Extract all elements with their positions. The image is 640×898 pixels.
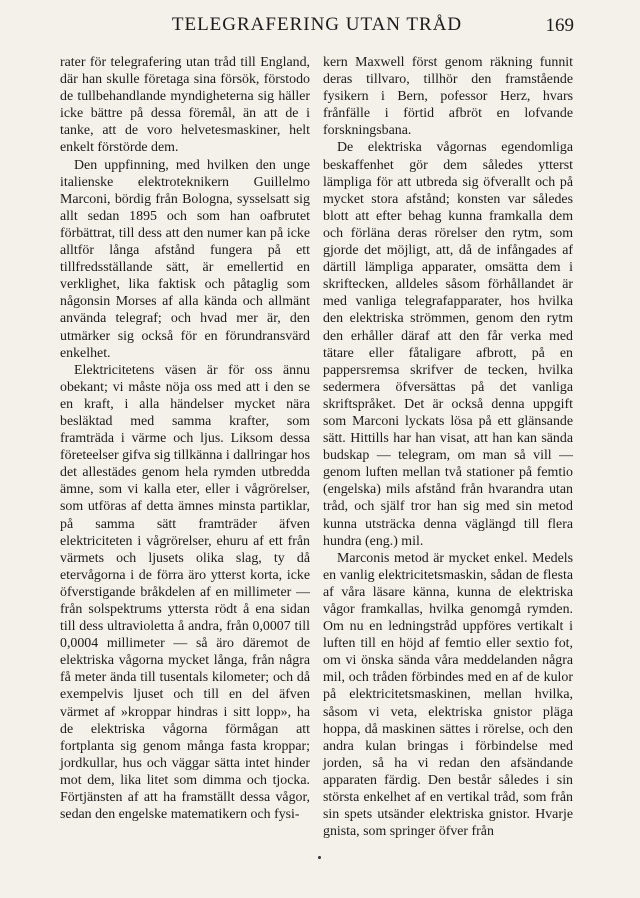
- paragraph: Elektricitetens väsen är för oss ännu obekant; vi måste nöja oss med att i den se en kraft, i alla händelser mycket nära besläktad med samma krafter, som framträda i värme och ljus. Liksom dessa företeelser gifva sig tillkänna i dallringar hos det allestädes genom hela rymden utbredda ämne, som vi kalla eter, eller i vågrörelser, som utföras af detta ämnes minsta partiklar, på samma sätt framträder äfven elektriciteten i vågrörelser, ehuru af ett från värmets och ljusets olika slag, ty då etervågorna i de förra äro ytterst korta, icke öfverstigande bråkdelen af en millimeter — från solspektrums yttersta rödt å ena sidan till dess ultravioletta å andra, från 0,0007 till 0,0004 millimeter — så äro däremot de elektriska vågorna mycket långa, från några få meter ända till tusentals kilometer; och då exempelvis ljuset och till en del äfven värmet af »kroppar hindras i sitt lopp», ha de elektriska vågorna förmågan att fortplanta sig genom många fasta kroppar; jordkullar, hus och väggar sätta intet hinder mot dem, lika litet som dimma och tjocka. Förtjänsten af att ha framställt dessa vågor, sedan den engelske matematikern och fysi-: [60, 362, 310, 823]
- left-column: [60, 54, 310, 823]
- page-title: TELEGRAFERING UTAN TRÅD: [171, 14, 463, 35]
- paragraph: De elektriska vågornas egendomliga beskaffenhet gör dem således ytterst lämpliga för att utbreda sig öfverallt och på mycket stora afstånd; konsten var således blott att efter behag kunna framkalla dem och förläna deras rörelser den rytm, som gjorde det möjligt, att, då de infångades af därtill lämpliga apparater, omsätta dem i skriftecken, alldeles såsom förhållandet är med vanliga telegrafapparater, hos hvilka den elektriska strömmen, genom den rytm den erhåller däraf att den får verka med tätare eller fåtaligare afbrott, på en pappersremsa skrifver de tecken, hvilka sedermera öfversättas på det vanliga skriftspråket. Det är också denna uppgift som Marconi lyckats lösa på ett glänsande sätt. Hittills har han visat, att han kan sända budskap — telegram, om man så vill — genom luften mellan två stationer på femtio (engelska) mils afstånd från hvarandra utan tråd, och själf tror han sig med sin metod kunna utsträcka denna väglängd till flera hundra (eng.) mil.: [323, 140, 573, 549]
- right-column: [323, 54, 573, 840]
- paragraph: kern Maxwell först genom räkning funnit deras tillvaro, tillhör den framstående fysikern i Bern, pofessor Herz, hvars frånfälle i förtid afbröt en lofvande forskningsbana.: [323, 55, 573, 139]
- running-header: [60, 14, 574, 38]
- page-mark: [318, 856, 321, 859]
- paragraph: Den uppfinning, med hvilken den unge italienske elektroteknikern Guillelmo Marconi, bördig från Bologna, sysselsatt sig allt sedan 1895 och som han oafbrutet förbättrat, till dess att den numer kan på icke alltför långa afstånd fungera på ett tillfredsställande sätt, är emellertid en verklighet, lika faktisk och påtaglig som någonsin Morses af alla kända och allmänt använda telegraf; och hvad mer är, den utmärker sig också för en förundransvärd enkelhet.: [60, 157, 310, 361]
- paragraph: Marconis metod är mycket enkel. Medels en vanlig elektricitetsmaskin, sådan de flesta af våra läsare känna, kunna de elektriska vågor framkallas, hvilka genomgå rymden. Om nu en ledningstråd uppföres vertikalt i luften till en höjd af femtio eller sextio fot, om vi önska sända våra meddelanden några mil, och tråden förbindes med en af de kulor på elektricitetsmaskinen, mellan hvilka, såsom vi veta, elektriska gnistor pläga hoppa, då maskinen sättes i rörelse, och den andra kulan bringas i förbindelse med jorden, så ha vi redan den afsändande apparaten färdig. Den består således i sin största enkelhet af en vertikal tråd, som från sin spets utsänder elektriska gnistor. Hvarje gnista, som springer öfver från: [323, 550, 573, 840]
- paragraph: rater för telegrafering utan tråd till England, där han skulle företaga sina försök, förstodo de tullbehandlande myndigheterna sig häller icke bättre på dessa föremål, än att de i tanke, att de voro helvetesmaskiner, helt enkelt förstörde dem.: [60, 55, 310, 156]
- page-number: 169: [545, 15, 574, 36]
